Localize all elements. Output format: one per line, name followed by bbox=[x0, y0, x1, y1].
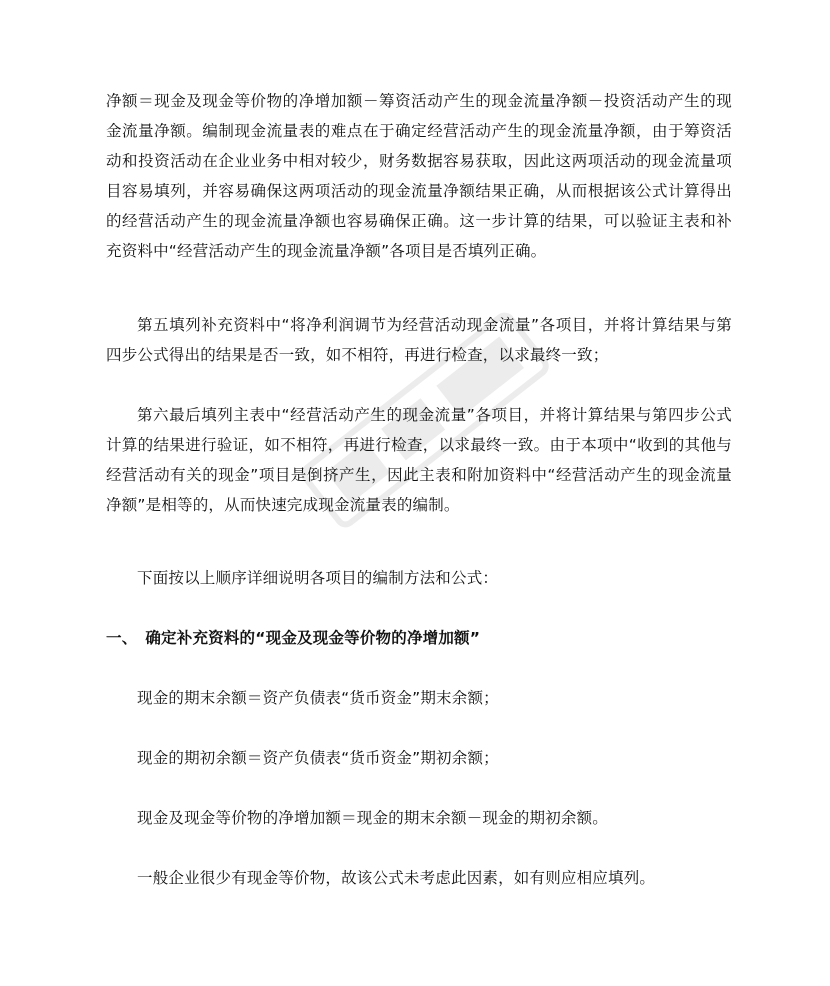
formula-line-opening-balance: 现金的期初余额＝资产负债表“货币资金”期初余额； bbox=[137, 749, 499, 767]
formula-line-net-increase: 现金及现金等价物的净增加额＝现金的期末余额－现金的期初余额。 bbox=[137, 809, 609, 827]
section-heading-one: 一、 确定补充资料的“现金及现金等价物的净增加额” bbox=[106, 629, 481, 647]
paragraph-continuation: 净额＝现金及现金等价物的净增加额－筹资活动产生的现金流量净额－投资活动产生的现金流量净额。编制现金流量表的难点在于确定经营活动产生的现金流量净额，由于筹资活动和投资活动在企业业务中相对较少，财务数据容易获取，因此这两项活动的现金流量项目容易填列，并容易确保这两项活动的现金流量净额结果正确，从而根据该公式计算得出的经营活动产生的现金流量净额也容易确保正确。这一步计算的结果，可以验证主表和补充资料中“经营活动产生的现金流量净额”各项目是否填列正确。 bbox=[106, 92, 732, 260]
paragraph-intro-list: 下面按以上顺序详细说明各项目的编制方法和公式： bbox=[137, 569, 499, 587]
paragraph-step-six: 第六最后填列主表中“经营活动产生的现金流量”各项目，并将计算结果与第四步公式计算的结果进行验证，如不相符，再进行检查，以求最终一致。由于本项中“收到的其他与经营活动有关的现金”项目是倒挤产生，因此主表和附加资料中“经营活动产生的现金流量净额”是相等的，从而快速完成现金流量表的编制。 bbox=[106, 406, 732, 514]
formula-line-ending-balance: 现金的期末余额＝资产负债表“货币资金”期末余额； bbox=[137, 689, 499, 707]
note-line-cash-equivalents: 一般企业很少有现金等价物，故该公式未考虑此因素，如有则应相应填列。 bbox=[137, 869, 656, 887]
paragraph-step-five: 第五填列补充资料中“将净利润调节为经营活动现金流量”各项目，并将计算结果与第四步公式得出的结果是否一致，如不相符，再进行检查，以求最终一致； bbox=[106, 316, 732, 364]
